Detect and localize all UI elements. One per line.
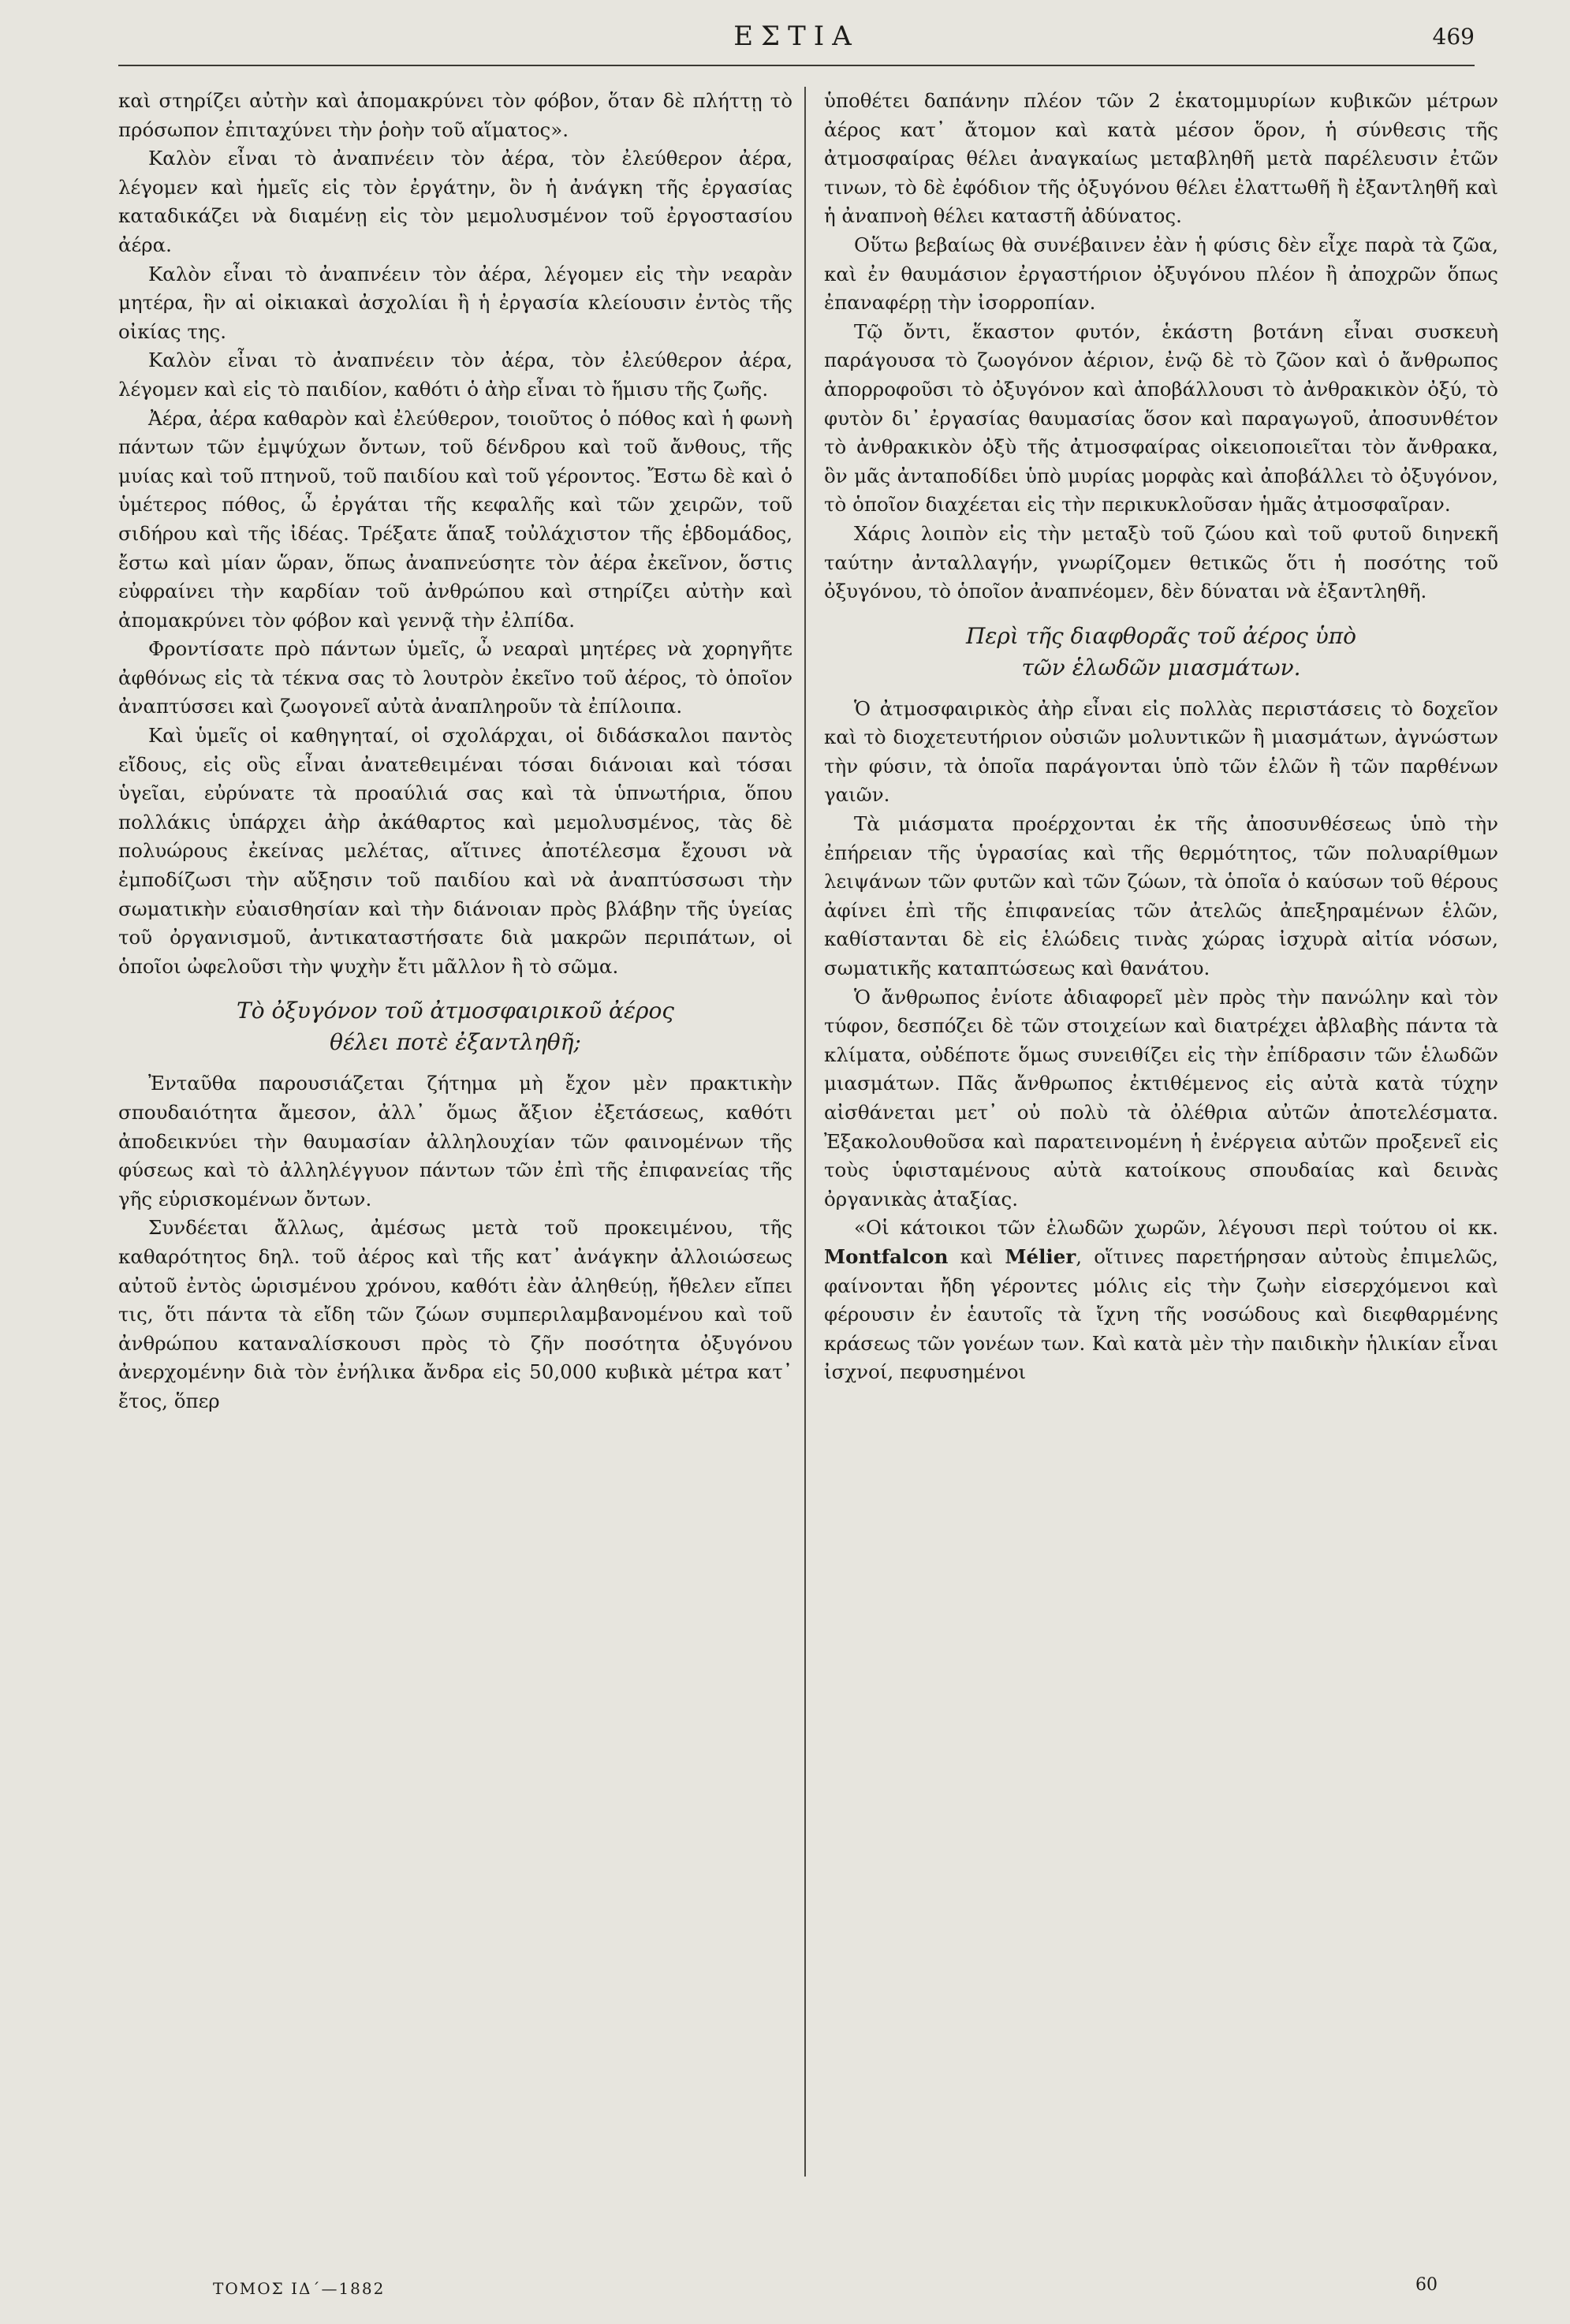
paragraph: Τῷ ὄντι, ἕκαστον φυτόν, ἑκάστη βοτάνη εἶναι συσκευὴ παράγουσα τὸ ζωογόνον ἀέριον, ἐνῷ δὲ τὸ ζῶον καὶ ὁ ἄνθρωπος ἀπορροφοῦσι τὸ ὀξυγόνον καὶ ἀποβάλλουσι τὸ ἀνθρακικὸν ὀξύ, τὸ φυτὸν δι᾽ ἐργασίας θαυμασίας ὅσον καὶ παραγωγοῦ, ἀποσυνθέτον τὸ ἀνθρακικὸν ὀξὺ τῆς ἀτμοσφαίρας οἰκειοποιεῖται τὸν ἄνθρακα, ὃν μᾶς ἀνταποδίδει ὑπὸ μυρίας μορφὰς καὶ ἀποβάλλει τὸ ὀξυγόνον, τὸ ὁποῖον διαχέεται εἰς τὴν περικυκλοῦσαν ἡμᾶς ἀτμοσφαῖραν. bbox=[824, 319, 1498, 517]
text-run: «Οἱ κάτοικοι τῶν ἑλωδῶν χωρῶν, λέγουσι περὶ τούτου οἱ κκ. bbox=[854, 1216, 1498, 1240]
section-heading bbox=[118, 995, 792, 1058]
paragraph: Συνδέεται ἄλλως, ἀμέσως μετὰ τοῦ προκειμένου, τῆς καθαρότητος δηλ. τοῦ ἀέρος καὶ τῆς κατ᾽ ἀνάγκην ἀλλοιώσεως αὐτοῦ ἐντὸς ὡρισμένου χρόνου, καθότι ἐὰν ἀληθεύῃ, ἤθελεν εἴπει τις, ὅτι πάντα τὰ εἴδη τῶν ζώων συμπεριλαμβανομένου καὶ τοῦ ἀνθρώπου καταναλίσκουσι πρὸς τὸ ζῆν ποσότητα ὀξυγόνου ἀνερχομένην διὰ τὸν ἐνήλικα ἄνδρα εἰς 50,000 κυβικὰ μέτρα κατ᾽ ἔτος, ὅπερ bbox=[118, 1216, 792, 1412]
paragraph: Τὰ μιάσματα προέρχονται ἐκ τῆς ἀποσυνθέσεως ὑπὸ τὴν ἐπήρειαν τῆς ὑγρασίας καὶ τῆς θερμότητος, τῶν πολυαρίθμων λειψάνων τῶν φυτῶν καὶ τῶν ζώων, τὰ ὁποῖα ὁ καύσων τοῦ θέρους ἀφίνει ἐπὶ τῆς ἐπιφανείας τῶν ἀτελῶς ἀπεξηραμένων ἑλῶν, καθίστανται δὲ εἰς ἑλώδεις τινὰς χώρας ἰσχυρὰ αἰτία νόσων, σωματικῆς καταπτώσεως καὶ θανάτου. bbox=[824, 812, 1498, 980]
volume-footer: ΤΟΜΟΣ ΙΔ΄—1882 bbox=[213, 2279, 386, 2298]
column-divider bbox=[804, 87, 806, 2177]
signature-mark: 60 bbox=[1415, 2275, 1438, 2295]
paragraph: Καλὸν εἶναι τὸ ἀναπνέειν τὸν ἀέρα, τὸν ἐλεύθερον ἀέρα, λέγομεν καὶ εἰς τὸ παιδίον, καθότι ὁ ἀὴρ εἶναι τὸ ἥμισυ τῆς ζωῆς. bbox=[118, 349, 792, 401]
paragraph: Ἀέρα, ἀέρα καθαρὸν καὶ ἐλεύθερον, τοιοῦτος ὁ πόθος καὶ ἡ φωνὴ πάντων τῶν ἐμψύχων ὄντων, τοῦ δένδρου καὶ τοῦ ἄνθους, τῆς μυίας καὶ τοῦ πτηνοῦ, τοῦ παιδίου καὶ τοῦ γέροντος. Ἔστω δὲ καὶ ὁ ὑμέτερος πόθος, ὦ ἐργάται τῆς κεφαλῆς καὶ τῶν χειρῶν, τοῦ σιδήρου καὶ τῆς ἰδέας. Τρέξατε ἅπαξ τοὐλάχιστον τῆς ἑβδομάδος, ἔστω καὶ μίαν ὥραν, ὅπως ἀναπνεύσητε τὸν ἀέρα ἐκεῖνον, ὅστις εὐφραίνει τὴν καρδίαν τοῦ ἀνθρώπου καὶ στηρίζει αὐτὴν καὶ ἀπομακρύνει τὸν φόβον καὶ γεννᾷ τὴν ἐλπίδα. bbox=[118, 406, 792, 632]
paragraph: Καλὸν εἶναι τὸ ἀναπνέειν τὸν ἀέρα, τὸν ἐλεύθερον ἀέρα, λέγομεν καὶ ἡμεῖς εἰς τὸν ἐργάτην, ὃν ἡ ἀνάγκη τῆς ἐργασίας καταδικάζει νὰ διαμένῃ εἰς τὸν μεμολυσμένον τοῦ ἐργοστασίου ἀέρα. bbox=[118, 147, 792, 256]
paragraph: ὑποθέτει δαπάνην πλέον τῶν 2 ἑκατομμυρίων κυβικῶν μέτρων ἀέρος κατ᾽ ἄτομον καὶ κατὰ μέσον ὅρον, ἡ σύνθεσις τῆς ἀτμοσφαίρας θέλει ἀναγκαίως μεταβληθῆ μετὰ παρέλευσιν ἐτῶν τινων, τὸ δὲ ἐφόδιον τῆς ὀξυγόνου θέλει ἐλαττωθῆ ἢ ἐξαντληθῆ καὶ ἡ ἀναπνοὴ θέλει καταστῆ ἀδύνατος. bbox=[824, 89, 1498, 228]
paragraph: Φροντίσατε πρὸ πάντων ὑμεῖς, ὦ νεαραὶ μητέρες νὰ χορηγῆτε ἀφθόνως εἰς τὰ τέκνα σας τὸ λουτρὸν ἐκεῖνο τοῦ ἀέρος, τὸ ὁποῖον ἀναπτύσσει καὶ ζωογονεῖ αὐτὰ ἀναπληροῦν τὰ ἐπίλοιπα. bbox=[118, 637, 792, 718]
section-heading-line: Περὶ τῆς διαφθορᾶς τοῦ ἀέρος ὑπὸ bbox=[965, 622, 1357, 649]
paragraph: Χάρις λοιπὸν εἰς τὴν μεταξὺ τοῦ ζώου καὶ τοῦ φυτοῦ διηνεκῆ ταύτην ἀνταλλαγήν, γνωρίζομεν θετικῶς ὅτι ἡ ποσότης τοῦ ὀξυγόνου, τὸ ὁποῖον ἀναπνέομεν, δὲν δύναται νὰ ἐξαντληθῆ. bbox=[824, 521, 1498, 603]
page-number: 469 bbox=[1432, 24, 1475, 50]
author-name: Mélier bbox=[1005, 1244, 1076, 1268]
left-column bbox=[118, 87, 792, 1416]
section-heading bbox=[824, 621, 1498, 684]
text-run: καὶ bbox=[960, 1244, 994, 1268]
section-heading-line: θέλει ποτὲ ἐξαντληθῆ; bbox=[330, 1029, 581, 1056]
paragraph: Ἐνταῦθα παρουσιάζεται ζήτημα μὴ ἔχον μὲν πρακτικὴν σπουδαιότητα ἄμεσον, ἀλλ᾽ ὅμως ἄξιον ἐξετάσεως, καθότι ἀποδεικνύει τὴν θαυμασίαν ἀλληλουχίαν τῶν φαινομένων τῆς φύσεως καὶ τὸ ἀλληλέγγυον πάντων τῶν ἐπὶ τῆς ἐπιφανείας τῆς γῆς εὑρισκομένων ὄντων. bbox=[118, 1072, 792, 1210]
page-header bbox=[118, 21, 1475, 62]
paragraph: Καλὸν εἶναι τὸ ἀναπνέειν τὸν ἀέρα, λέγομεν εἰς τὴν νεαρὰν μητέρα, ἣν αἱ οἰκιακαὶ ἀσχολίαι ἢ ἡ ἐργασία κλείουσιν ἐντὸς τῆς οἰκίας της. bbox=[118, 262, 792, 343]
masthead-title: ΕΣΤΙΑ bbox=[733, 21, 860, 52]
paragraph: Καὶ ὑμεῖς οἱ καθηγηταί, οἱ σχολάρχαι, οἱ διδάσκαλοι παντὸς εἴδους, εἰς οὓς εἶναι ἀνατεθειμέναι τόσαι διάνοιαι καὶ τόσαι ὑγεῖαι, εὐρύνατε τὰ προαύλιά σας καὶ τὰ ὑπνωτήρια, ὅπου πολλάκις ὑπάρχει ἀὴρ ἀκάθαρτος καὶ μεμολυσμένος, τὰς δὲ πολυώρους ἐκείνας μελέτας, αἵτινες ἀποτέλεσμα ἔχουσι νὰ ἐμποδίζωσι τὴν αὔξησιν τοῦ παιδίου καὶ νὰ ἀναπτύσσωσι τὴν σωματικὴν εὐαισθησίαν καὶ τὴν διάνοιαν πρὸς βλάβην τῆς ὑγείας τοῦ ὀργανισμοῦ, ἀντικαταστήσατε διὰ μακρῶν περιπάτων, οἱ ὁποῖοι ὠφελοῦσι τὴν ψυχὴν ἔτι μᾶλλον ἢ τὸ σῶμα. bbox=[118, 724, 792, 978]
header-rule bbox=[118, 65, 1475, 66]
paragraph: Ὁ ἄνθρωπος ἐνίοτε ἀδιαφορεῖ μὲν πρὸς τὴν πανώλην καὶ τὸν τύφον, δεσπόζει δὲ τῶν στοιχείων καὶ διατρέχει ἀβλαβὴς πάντα τὰ κλίματα, οὐδέποτε ὅμως συνειθίζει εἰς τὴν ἐπίδρασιν τῶν ἑλωδῶν μιασμάτων. Πᾶς ἄνθρωπος ἐκτιθέμενος εἰς αὐτὰ κατὰ τύχην αἰσθάνεται μετ᾽ οὐ πολὺ τὰ ὀλέθρια αὐτῶν ἀποτελέσματα. Ἐξακολουθοῦσα καὶ παρατεινομένη ἡ ἐνέργεια αὐτῶν προξενεῖ εἰς τοὺς ὑφισταμένους αὐτὰ κατοίκους σπουδαίας καὶ δεινὰς ὀργανικὰς ἀταξίας. bbox=[824, 985, 1498, 1210]
right-column bbox=[824, 87, 1498, 1387]
paragraph: καὶ στηρίζει αὐτὴν καὶ ἀπομακρύνει τὸν φόβον, ὅταν δὲ πλήττῃ τὸ πρόσωπον ἐπιταχύνει τὴν ῥοὴν τοῦ αἵματος». bbox=[118, 89, 792, 141]
paragraph bbox=[824, 1214, 1498, 1387]
section-heading-line: Τὸ ὀξυγόνον τοῦ ἀτμοσφαιρικοῦ ἀέρος bbox=[237, 998, 674, 1024]
section-heading-line: τῶν ἑλωδῶν μιασμάτων. bbox=[1021, 654, 1301, 681]
paragraph: Ὁ ἀτμοσφαιρικὸς ἀὴρ εἶναι εἰς πολλὰς περιστάσεις τὸ δοχεῖον καὶ τὸ διοχετευτήριον οὐσιῶν μολυντικῶν ἢ μιασμάτων, ἀγνώστων τὴν φύσιν, τὰ ὁποῖα παράγονται ὑπὸ τῶν ἑλῶν ἢ τῶν παρθένων γαιῶν. bbox=[824, 696, 1498, 807]
author-name: Montfalcon bbox=[824, 1244, 949, 1268]
text-run: , οἵτινες παρετήρησαν αὐτοὺς ἐπιμελῶς, φαίνονται ἤδη γέροντες μόλις εἰς τὴν ζωὴν εἰσερχόμενοι καὶ φέρουσιν ἐν ἑαυτοῖς τὰ ἴχνη τῆς νοσώδους καὶ διεφθαρμένης κράσεως τῶν γονέων των. Καὶ κατὰ μὲν τὴν παιδικὴν ἡλικίαν εἶναι ἰσχνοί, πεφυσημένοι bbox=[824, 1244, 1499, 1384]
paragraph: Οὕτω βεβαίως θὰ συνέβαινεν ἐὰν ἡ φύσις δὲν εἶχε παρὰ τὰ ζῶα, καὶ ἐν θαυμάσιον ἐργαστήριον ὀξυγόνου πλέον ἢ ἀποχρῶν ὅπως ἐπαναφέρῃ τὴν ἰσορροπίαν. bbox=[824, 233, 1498, 315]
